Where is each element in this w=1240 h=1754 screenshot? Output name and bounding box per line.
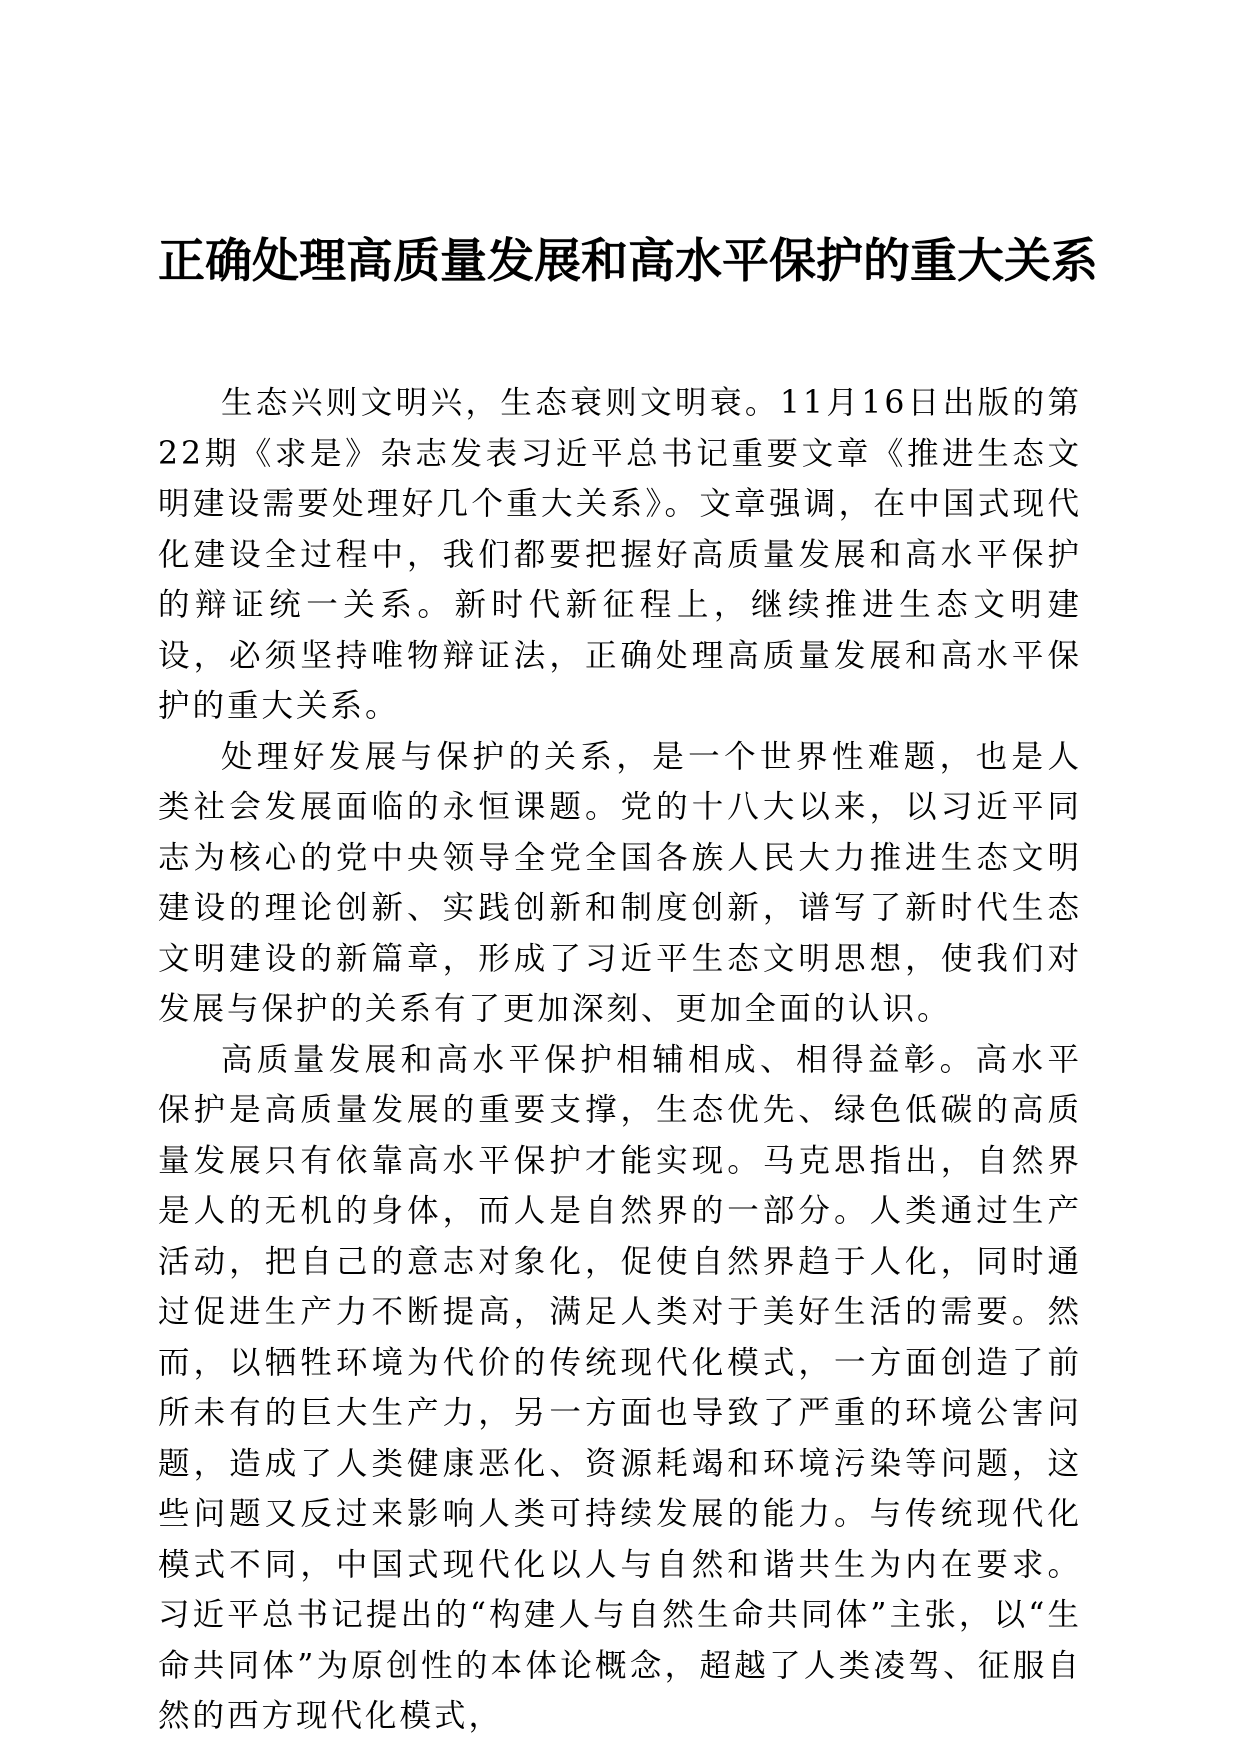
document-title: 正确处理高质量发展和高水平保护的重大关系 [158,234,1098,289]
paragraph-1: 生态兴则文明兴，生态衰则文明衰。11月16日出版的第22期《求是》杂志发表习近平总书记重要文章《推进生态文明建设需要处理好几个重大关系》。文章强调，在中国式现代化建设全过程中，我们都要把握好高质量发展和高水平保护的辩证统一关系。新时代新征程上，继续推进生态文明建设，必须坚持唯物辩证法，正确处理高质量发展和高水平保护的重大关系。 [158,385,1082,724]
paragraph-3: 高质量发展和高水平保护相辅相成、相得益彰。高水平保护是高质量发展的重要支撑，生态优先、绿色低碳的高质量发展只有依靠高水平保护才能实现。马克思指出，自然界是人的无机的身体，而人是自然界的一部分。人类通过生产活动，把自己的意志对象化，促使自然界趋于人化，同时通过促进生产力不断提高，满足人类对于美好生活的需要。然而，以牺牲环境为代价的传统现代化模式，一方面创造了前所未有的巨大生产力，另一方面也导致了严重的环境公害问题，造成了人类健康恶化、资源耗竭和环境污染等问题，这些问题又反过来影响人类可持续发展的能力。与传统现代化模式不同，中国式现代化以人与自然和谐共生为内在要求。习近平总书记提出的“构建人与自然生命共同体”主张，以“生命共同体”为原创性的本体论概念，超越了人类凌驾、征服自然的西方现代化模式， [158,1041,1082,1734]
document-body [158,378,1082,1742]
paragraph-2: 处理好发展与保护的关系，是一个世界性难题，也是人类社会发展面临的永恒课题。党的十八大以来，以习近平同志为核心的党中央领导全党全国各族人民大力推进生态文明建设的理论创新、实践创新和制度创新，谱写了新时代生态文明建设的新篇章，形成了习近平生态文明思想，使我们对发展与保护的关系有了更加深刻、更加全面的认识。 [158,738,1082,1027]
